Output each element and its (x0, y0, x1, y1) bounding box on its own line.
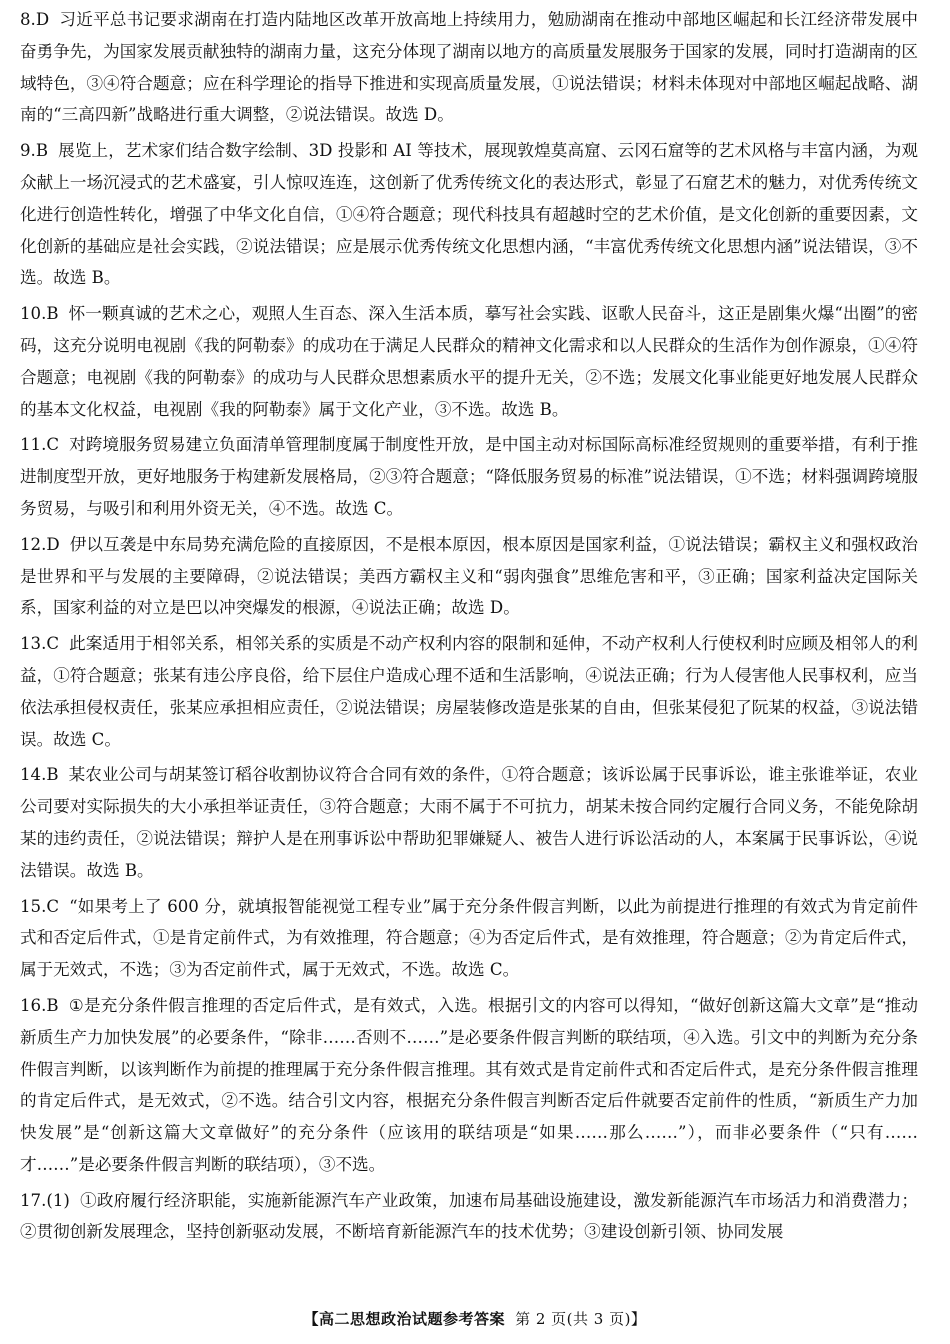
page-footer (0, 1308, 950, 1329)
answer-text: 怀一颗真诚的艺术之心，观照人生百态、深入生活本质，摹写社会实践、讴歌人民奋斗，这正是剧集火爆“出圈”的密码，这充分说明电视剧《我的阿勒泰》的成功在于满足人民群众的精神文化需求和以人民群众的生活作为创作源泉，①④符合题意；电视剧《我的阿勒泰》的成功与人民群众思想素质水平的提升无关，②不选；发展文化事业能更好地发展人民群众的基本文化权益，电视剧《我的阿勒泰》属于文化产业，③不选。故选 B。 (20, 304, 918, 419)
answer-item-11 (20, 429, 918, 524)
footer-page-info: 第 2 页(共 3 页)】 (515, 1310, 647, 1328)
answer-number: 13.C (20, 634, 60, 654)
answer-text: 展览上，艺术家们结合数字绘制、3D 投影和 AI 等技术，展现敦煌莫高窟、云冈石窟等的艺术风格与丰富内涵，为观众献上一场沉浸式的艺术盛宴，引人惊叹连连，这创新了优秀传统文化的表达形式，彰显了石窟艺术的魅力，对优秀传统文化进行创造性转化，增强了中华文化自信，①④符合题意；现代科技具有超越时空的艺术价值，是文化创新的重要因素，文化创新的基础应是社会实践，②说法错误；应是展示优秀传统文化思想内涵，“丰富优秀传统文化思想内涵”说法错误，③不选。故选 B。 (20, 141, 918, 288)
footer-title: 【高二思想政治试题参考答案 (303, 1310, 506, 1328)
answer-text: 此案适用于相邻关系，相邻关系的实质是不动产权利内容的限制和延伸，不动产权利人行使权利时应顾及相邻人的利益，①符合题意；张某有违公序良俗，给下层住户造成心理不适和生活影响，④说法正确；行为人侵害他人民事权利，应当依法承担侵权责任，张某应承担相应责任，②说法错误；房屋装修改造是张某的自由，但张某侵犯了阮某的权益，③说法错误。故选 C。 (20, 634, 918, 749)
answer-text: 伊以互袭是中东局势充满危险的直接原因，不是根本原因，根本原因是国家利益，①说法错误；霸权主义和强权政治是世界和平与发展的主要障碍，②说法错误；美西方霸权主义和“弱肉强食”思维危害和平，③正确；国家利益决定国际关系，国家利益的对立是巴以冲突爆发的根源，④说法正确；故选 D。 (20, 534, 918, 618)
answer-text: 习近平总书记要求湖南在打造内陆地区改革开放高地上持续用力，勉励湖南在推动中部地区崛起和长江经济带发展中奋勇争先，为国家发展贡献独特的湖南力量，这充分体现了湖南以地方的高质量发展服务于国家的发展，同时打造湖南的区域特色，③④符合题意；应在科学理论的指导下推进和实现高质量发展，①说法错误；材料未体现对中部地区崛起战略、湖南的“三高四新”战略进行重大调整，②说法错误。故选 D。 (20, 10, 918, 125)
answer-item-15 (20, 891, 918, 986)
answer-text: 对跨境服务贸易建立负面清单管理制度属于制度性开放，是中国主动对标国际高标准经贸规则的重要举措，有利于推进制度型开放，更好地服务于构建新发展格局，②③符合题意；“降低服务贸易的标准”说法错误，①不选；材料强调跨境服务贸易，与吸引和利用外资无关，④不选。故选 C。 (20, 435, 918, 518)
answer-item-8 (20, 4, 918, 131)
answer-number: 11.C (20, 435, 60, 455)
answer-item-16 (20, 990, 918, 1181)
answer-number: 12.D (20, 534, 60, 554)
answer-number: 14.B (20, 765, 59, 785)
answer-item-9 (20, 135, 918, 294)
answer-text: “如果考上了 600 分，就填报智能视觉工程专业”属于充分条件假言判断，以此为前提进行推理的有效式为肯定前件式和否定后件式，①是肯定前件式，为有效推理，符合题意；④为否定后件式，是有效推理，符合题意；②为肯定后件式，属于无效式，不选；③为否定前件式，属于无效式，不选。故选 C。 (20, 896, 918, 980)
answer-document (20, 4, 918, 1252)
answer-number: 8.D (20, 10, 50, 29)
answer-text: ①是充分条件假言推理的否定后件式，是有效式，入选。根据引文的内容可以得知，“做好创新这篇大文章”是“推动新质生产力加快发展”的必要条件，“除非……否则不……”是必要条件假言判断的联结项，④入选。引文中的判断为充分条件假言判断，以该判断作为前提的推理属于充分条件假言推理。其有效式是肯定前件式和否定后件式，是充分条件假言推理的肯定后件式，是无效式，②不选。结合引文内容，根据充分条件假言判断否定后件就要否定前件的性质，“新质生产力加快发展”是“创新这篇大文章做好”的充分条件（应该用的联结项是“如果……那么……”），而非必要条件（“只有……才……”是必要条件假言判断的联结项），③不选。 (20, 995, 918, 1174)
answer-item-17 (20, 1185, 918, 1249)
answer-text: ①政府履行经济职能，实施新能源汽车产业政策，加速布局基础设施建设，激发新能源汽车市场活力和消费潜力；②贯彻创新发展理念，坚持创新驱动发展，不断培育新能源汽车的技术优势；③建设创新引领、协同发展 (20, 1190, 918, 1242)
answer-text: 某农业公司与胡某签订稻谷收割协议符合合同有效的条件，①符合题意；该诉讼属于民事诉讼，谁主张谁举证，农业公司要对实际损失的大小承担举证责任，③符合题意；大雨不属于不可抗力，胡某未按合同约定履行合同义务，不能免除胡某的违约责任，②说法错误；辩护人是在刑事诉讼中帮助犯罪嫌疑人、被告人进行诉讼活动的人，本案属于民事诉讼，④说法错误。故选 B。 (20, 765, 918, 880)
answer-number: 9.B (20, 141, 49, 161)
answer-number: 10.B (20, 304, 59, 324)
answer-item-14 (20, 759, 918, 886)
answer-number: 16.B (20, 995, 59, 1015)
answer-item-13 (20, 628, 918, 755)
answer-number: 15.C (20, 896, 60, 916)
answer-item-12 (20, 529, 918, 624)
answer-item-10 (20, 298, 918, 425)
answer-number: 17.(1) (20, 1190, 70, 1210)
